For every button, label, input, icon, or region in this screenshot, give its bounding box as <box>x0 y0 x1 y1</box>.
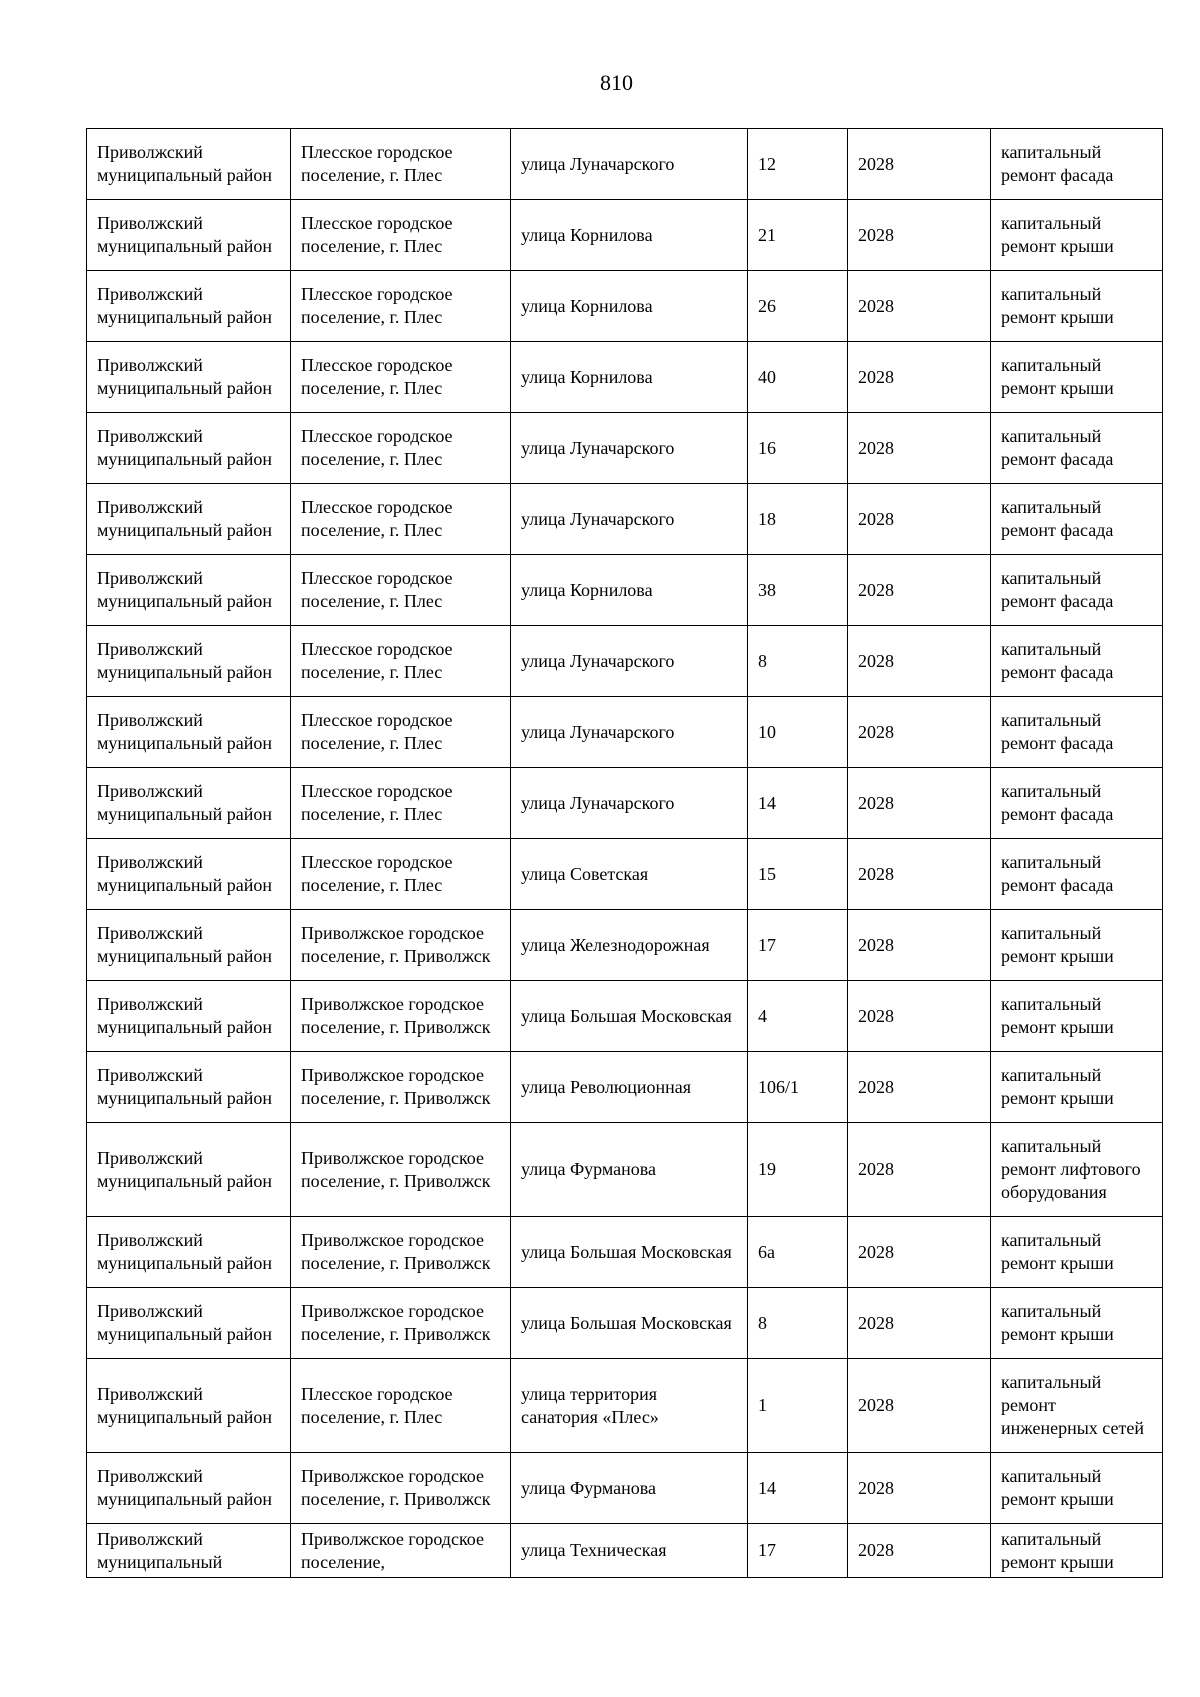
district-cell: Приволжский муниципальный район <box>87 1217 291 1288</box>
work-type-cell: капитальный ремонт фасада <box>991 129 1163 200</box>
district-cell: Приволжский муниципальный район <box>87 1123 291 1217</box>
year-cell: 2028 <box>848 200 991 271</box>
table-row <box>87 342 1163 413</box>
repair-schedule-table <box>86 128 1163 1578</box>
district-cell: Приволжский муниципальный район <box>87 555 291 626</box>
district-cell: Приволжский муниципальный район <box>87 910 291 981</box>
work-type-cell: капитальный ремонт крыши <box>991 271 1163 342</box>
work-type-cell: капитальный ремонт крыши <box>991 1453 1163 1524</box>
street-cell: улица Железнодорожная <box>511 910 748 981</box>
district-cell: Приволжский муниципальный район <box>87 342 291 413</box>
table-body <box>87 129 1163 1578</box>
street-cell: улица Луначарского <box>511 626 748 697</box>
street-cell: улица Корнилова <box>511 555 748 626</box>
settlement-cell: Плесское городское поселение, г. Плес <box>291 1359 511 1453</box>
settlement-cell: Плесское городское поселение, г. Плес <box>291 129 511 200</box>
settlement-cell: Плесское городское поселение, г. Плес <box>291 697 511 768</box>
street-cell: улица Луначарского <box>511 697 748 768</box>
district-cell: Приволжский муниципальный район <box>87 981 291 1052</box>
district-cell: Приволжский муниципальный район <box>87 413 291 484</box>
table-row <box>87 484 1163 555</box>
house-number-cell: 14 <box>748 768 848 839</box>
work-type-cell: капитальный ремонт крыши <box>991 200 1163 271</box>
year-cell: 2028 <box>848 271 991 342</box>
year-cell: 2028 <box>848 1123 991 1217</box>
house-number-cell: 21 <box>748 200 848 271</box>
street-cell: улица территория санатория «Плес» <box>511 1359 748 1453</box>
settlement-cell: Плесское городское поселение, г. Плес <box>291 484 511 555</box>
district-cell: Приволжский муниципальный район <box>87 484 291 555</box>
street-cell: улица Луначарского <box>511 413 748 484</box>
year-cell: 2028 <box>848 910 991 981</box>
street-cell: улица Корнилова <box>511 200 748 271</box>
district-cell: Приволжский муниципальный район <box>87 1359 291 1453</box>
house-number-cell: 6а <box>748 1217 848 1288</box>
table-row <box>87 626 1163 697</box>
district-cell: Приволжский муниципальный район <box>87 768 291 839</box>
district-cell: Приволжский муниципальный <box>87 1524 291 1578</box>
street-cell: улица Луначарского <box>511 768 748 839</box>
settlement-cell: Приволжское городское поселение, г. Приволжск <box>291 1052 511 1123</box>
table-row <box>87 271 1163 342</box>
district-cell: Приволжский муниципальный район <box>87 626 291 697</box>
year-cell: 2028 <box>848 1288 991 1359</box>
settlement-cell: Плесское городское поселение, г. Плес <box>291 768 511 839</box>
settlement-cell: Плесское городское поселение, г. Плес <box>291 839 511 910</box>
settlement-cell: Плесское городское поселение, г. Плес <box>291 555 511 626</box>
house-number-cell: 38 <box>748 555 848 626</box>
street-cell: улица Большая Московская <box>511 981 748 1052</box>
street-cell: улица Большая Московская <box>511 1288 748 1359</box>
house-number-cell: 17 <box>748 910 848 981</box>
work-type-cell: капитальный ремонт фасада <box>991 697 1163 768</box>
house-number-cell: 14 <box>748 1453 848 1524</box>
street-cell: улица Техническая <box>511 1524 748 1578</box>
year-cell: 2028 <box>848 768 991 839</box>
work-type-cell: капитальный ремонт фасада <box>991 413 1163 484</box>
settlement-cell: Приволжское городское поселение, г. Приволжск <box>291 981 511 1052</box>
district-cell: Приволжский муниципальный район <box>87 1052 291 1123</box>
page-number: 810 <box>600 70 633 95</box>
year-cell: 2028 <box>848 1359 991 1453</box>
house-number-cell: 106/1 <box>748 1052 848 1123</box>
table-row <box>87 910 1163 981</box>
settlement-cell: Плесское городское поселение, г. Плес <box>291 342 511 413</box>
work-type-cell: капитальный ремонт крыши <box>991 1524 1163 1578</box>
table-row <box>87 697 1163 768</box>
table-row <box>87 1288 1163 1359</box>
work-type-cell: капитальный ремонт крыши <box>991 981 1163 1052</box>
house-number-cell: 10 <box>748 697 848 768</box>
year-cell: 2028 <box>848 1052 991 1123</box>
house-number-cell: 17 <box>748 1524 848 1578</box>
work-type-cell: капитальный ремонт фасада <box>991 555 1163 626</box>
settlement-cell: Приволжское городское поселение, г. Приволжск <box>291 1123 511 1217</box>
settlement-cell: Приволжское городское поселение, г. Приволжск <box>291 1453 511 1524</box>
house-number-cell: 4 <box>748 981 848 1052</box>
district-cell: Приволжский муниципальный район <box>87 839 291 910</box>
settlement-cell: Плесское городское поселение, г. Плес <box>291 200 511 271</box>
year-cell: 2028 <box>848 413 991 484</box>
table-row <box>87 200 1163 271</box>
table-row <box>87 1359 1163 1453</box>
settlement-cell: Плесское городское поселение, г. Плес <box>291 626 511 697</box>
street-cell: улица Революционная <box>511 1052 748 1123</box>
work-type-cell: капитальный ремонт фасада <box>991 484 1163 555</box>
street-cell: улица Корнилова <box>511 271 748 342</box>
house-number-cell: 26 <box>748 271 848 342</box>
year-cell: 2028 <box>848 1453 991 1524</box>
house-number-cell: 16 <box>748 413 848 484</box>
street-cell: улица Луначарского <box>511 484 748 555</box>
work-type-cell: капитальный ремонт фасада <box>991 839 1163 910</box>
table-row <box>87 129 1163 200</box>
street-cell: улица Фурманова <box>511 1123 748 1217</box>
district-cell: Приволжский муниципальный район <box>87 1453 291 1524</box>
year-cell: 2028 <box>848 484 991 555</box>
house-number-cell: 12 <box>748 129 848 200</box>
house-number-cell: 1 <box>748 1359 848 1453</box>
street-cell: улица Луначарского <box>511 129 748 200</box>
house-number-cell: 8 <box>748 1288 848 1359</box>
settlement-cell: Плесское городское поселение, г. Плес <box>291 413 511 484</box>
work-type-cell: капитальный ремонт фасада <box>991 626 1163 697</box>
year-cell: 2028 <box>848 839 991 910</box>
year-cell: 2028 <box>848 1217 991 1288</box>
district-cell: Приволжский муниципальный район <box>87 200 291 271</box>
street-cell: улица Большая Московская <box>511 1217 748 1288</box>
year-cell: 2028 <box>848 342 991 413</box>
district-cell: Приволжский муниципальный район <box>87 697 291 768</box>
house-number-cell: 19 <box>748 1123 848 1217</box>
work-type-cell: капитальный ремонт крыши <box>991 1217 1163 1288</box>
work-type-cell: капитальный ремонт крыши <box>991 342 1163 413</box>
settlement-cell: Приволжское городское поселение, г. Приволжск <box>291 1217 511 1288</box>
table-row <box>87 1453 1163 1524</box>
table-row <box>87 839 1163 910</box>
house-number-cell: 18 <box>748 484 848 555</box>
settlement-cell: Плесское городское поселение, г. Плес <box>291 271 511 342</box>
house-number-cell: 40 <box>748 342 848 413</box>
table-row <box>87 768 1163 839</box>
year-cell: 2028 <box>848 626 991 697</box>
work-type-cell: капитальный ремонт фасада <box>991 768 1163 839</box>
street-cell: улица Советская <box>511 839 748 910</box>
settlement-cell: Приволжское городское поселение, г. Приволжск <box>291 910 511 981</box>
table-row <box>87 1052 1163 1123</box>
year-cell: 2028 <box>848 981 991 1052</box>
house-number-cell: 8 <box>748 626 848 697</box>
table-row <box>87 555 1163 626</box>
street-cell: улица Фурманова <box>511 1453 748 1524</box>
district-cell: Приволжский муниципальный район <box>87 129 291 200</box>
table-row <box>87 1123 1163 1217</box>
year-cell: 2028 <box>848 1524 991 1578</box>
table-row <box>87 1524 1163 1578</box>
year-cell: 2028 <box>848 555 991 626</box>
district-cell: Приволжский муниципальный район <box>87 1288 291 1359</box>
work-type-cell: капитальный ремонт инженерных сетей <box>991 1359 1163 1453</box>
settlement-cell: Приволжское городское поселение, <box>291 1524 511 1578</box>
street-cell: улица Корнилова <box>511 342 748 413</box>
district-cell: Приволжский муниципальный район <box>87 271 291 342</box>
table-row <box>87 981 1163 1052</box>
table-row <box>87 413 1163 484</box>
settlement-cell: Приволжское городское поселение, г. Приволжск <box>291 1288 511 1359</box>
table-row <box>87 1217 1163 1288</box>
work-type-cell: капитальный ремонт лифтового оборудования <box>991 1123 1163 1217</box>
work-type-cell: капитальный ремонт крыши <box>991 910 1163 981</box>
work-type-cell: капитальный ремонт крыши <box>991 1288 1163 1359</box>
year-cell: 2028 <box>848 697 991 768</box>
year-cell: 2028 <box>848 129 991 200</box>
house-number-cell: 15 <box>748 839 848 910</box>
work-type-cell: капитальный ремонт крыши <box>991 1052 1163 1123</box>
